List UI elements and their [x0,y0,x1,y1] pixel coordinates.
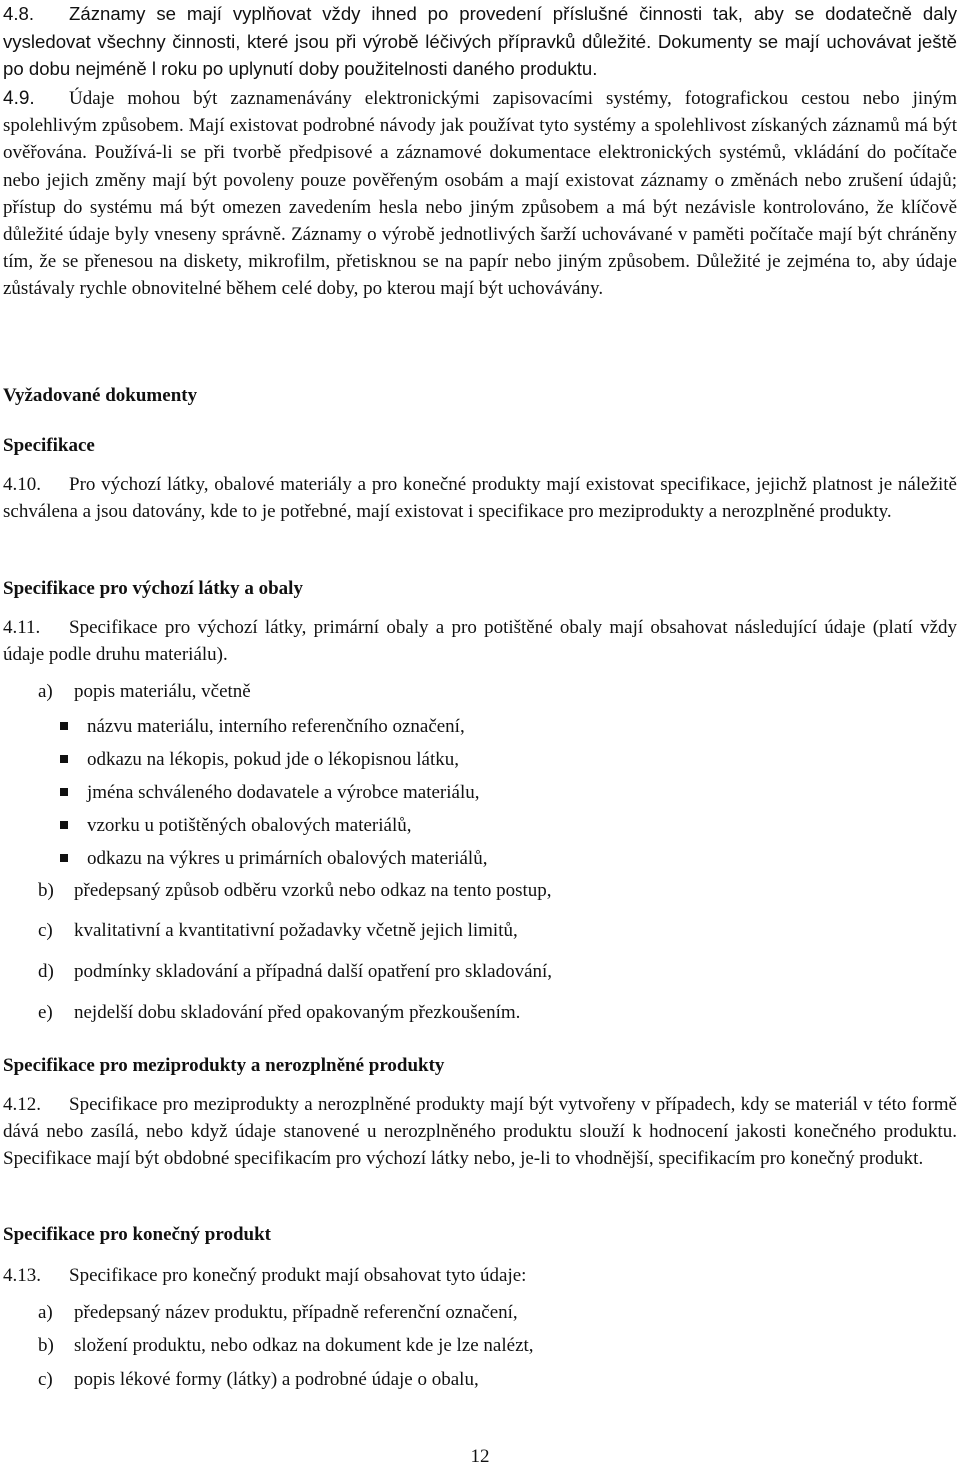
paragraph-text: Údaje mohou být zaznamenávány elektronickými zapisovacími systémy, fotografickou cestou nebo jiným spolehlivým způsobem. Mají existovat podrobné návody jak používat tyto systémy a spolehlivost získaných záznamů má být ověřována. Používá-li se při tvorbě předpisové a záznamové dokumentace elektronických systémů, vkládání do počítače nebo jejich změny mají být povoleny pouze pověřeným osobám a mají existovat záznamy o změnách nebo zrušení údajů; přístup do systému má být omezen zavedením hesla nebo jiným způsobem a má být nezávisle kontrolováno, že klíčově důležité údaje byly vneseny správně. Záznamy o výrobě jednotlivých šarží uchovávané v paměti počítače mají být chráněny tím, že se přenesou na diskety, mikrofilm, přetisknou se na papír nebo jiným způsobem. Důležité je zejména to, aby údaje zůstávaly rychle obnovitelné během celé doby, po kterou mají být uchovávány. [3,88,957,300]
paragraph-number: 4.13. [3,1265,41,1286]
list-text: předepsaný název produktu, případně referenční označení, [74,1302,518,1323]
list-letter: c) [38,1369,53,1390]
list-letter: d) [38,961,54,982]
paragraph-4-8 [3,0,957,83]
heading-required-documents: Vyžadované dokumenty [3,385,198,406]
paragraph-text: Specifikace pro konečný produkt mají obsahovat tyto údaje: [69,1265,527,1286]
paragraph-4-11 [3,614,957,668]
bullet-text: odkazu na lékopis, pokud jde o lékopisnou látku, [87,749,460,770]
square-bullet-icon [60,854,68,862]
list-letter: b) [38,880,54,901]
list-text: popis lékové formy (látky) a podrobné údaje o obalu, [74,1369,479,1390]
list-letter: e) [38,1002,53,1023]
paragraph-text: Specifikace pro meziprodukty a nerozplněné produkty mají být vytvořeny v případech, kdy se materiál v této formě dává nebo zasílá, nebo když údaje stanovené u nerozplněného produktu slouží k hodnocení jakosti konečného produktu. Specifikace mají být obdobné specifikacím pro výchozí látky nebo, je-li to vhodnější, specifikacím pro konečný produkt. [3,1094,957,1170]
list-text: nejdelší dobu skladování před opakovaným přezkoušením. [74,1002,521,1023]
page-number: 12 [470,1446,490,1467]
list-text: předepsaný způsob odběru vzorků nebo odkaz na tento postup, [74,880,552,901]
square-bullet-icon [60,722,68,730]
list-text: složení produktu, nebo odkaz na dokument kde je lze nalézt, [74,1335,534,1356]
heading-spec-starting: Specifikace pro výchozí látky a obaly [3,578,303,599]
heading-specifications: Specifikace [3,435,95,456]
bullet-text: jména schváleného dodavatele a výrobce materiálu, [87,782,480,803]
list-text: podmínky skladování a případná další opatření pro skladování, [74,961,553,982]
bullet-text: odkazu na výkres u primárních obalových materiálů, [87,848,488,869]
paragraph-4-10 [3,471,957,525]
paragraph-4-13 [3,1262,526,1289]
bullet-text: vzorku u potištěných obalových materiálů, [87,815,412,836]
paragraph-text: Specifikace pro výchozí látky, primární obaly a pro potištěné obaly mají obsahovat následující údaje (platí vždy údaje podle druhu materiálu). [3,617,957,666]
list-letter: c) [38,920,53,941]
bullet-text: názvu materiálu, interního referenčního označení, [87,716,465,737]
paragraph-4-9 [3,85,957,303]
square-bullet-icon [60,821,68,829]
paragraph-number: 4.10. [3,474,41,495]
paragraph-4-12 [3,1091,957,1173]
paragraph-number: 4.12. [3,1094,41,1115]
paragraph-text: Záznamy se mají vyplňovat vždy ihned po provedení příslušné činnosti tak, aby se dodatečně daly vysledovat všechny činnosti, které jsou při výrobě léčivých přípravků důležité. Dokumenty se mají uchovávat ještě po dobu nejméně l roku po uplynutí doby použitelnosti daného produktu. [3,3,957,79]
heading-spec-intermediate: Specifikace pro meziprodukty a nerozplněné produkty [3,1055,445,1076]
list-letter: a) [38,681,53,702]
paragraph-number: 4.9. [3,88,35,109]
square-bullet-icon [60,788,68,796]
square-bullet-icon [60,755,68,763]
list-text: kvalitativní a kvantitativní požadavky včetně jejich limitů, [74,920,518,941]
list-letter: b) [38,1335,54,1356]
list-letter: a) [38,1302,53,1323]
list-text: popis materiálu, včetně [74,681,251,702]
paragraph-number: 4.11. [3,617,41,638]
paragraph-text: Pro výchozí látky, obalové materiály a pro konečné produkty mají existovat specifikace, jejichž platnost je náležitě schválena a jsou datovány, kde to je potřebné, mají existovat i specifikace pro meziprodukty a nerozplněné produkty. [3,474,957,523]
heading-spec-final: Specifikace pro konečný produkt [3,1224,271,1245]
paragraph-number: 4.8. [3,3,35,24]
